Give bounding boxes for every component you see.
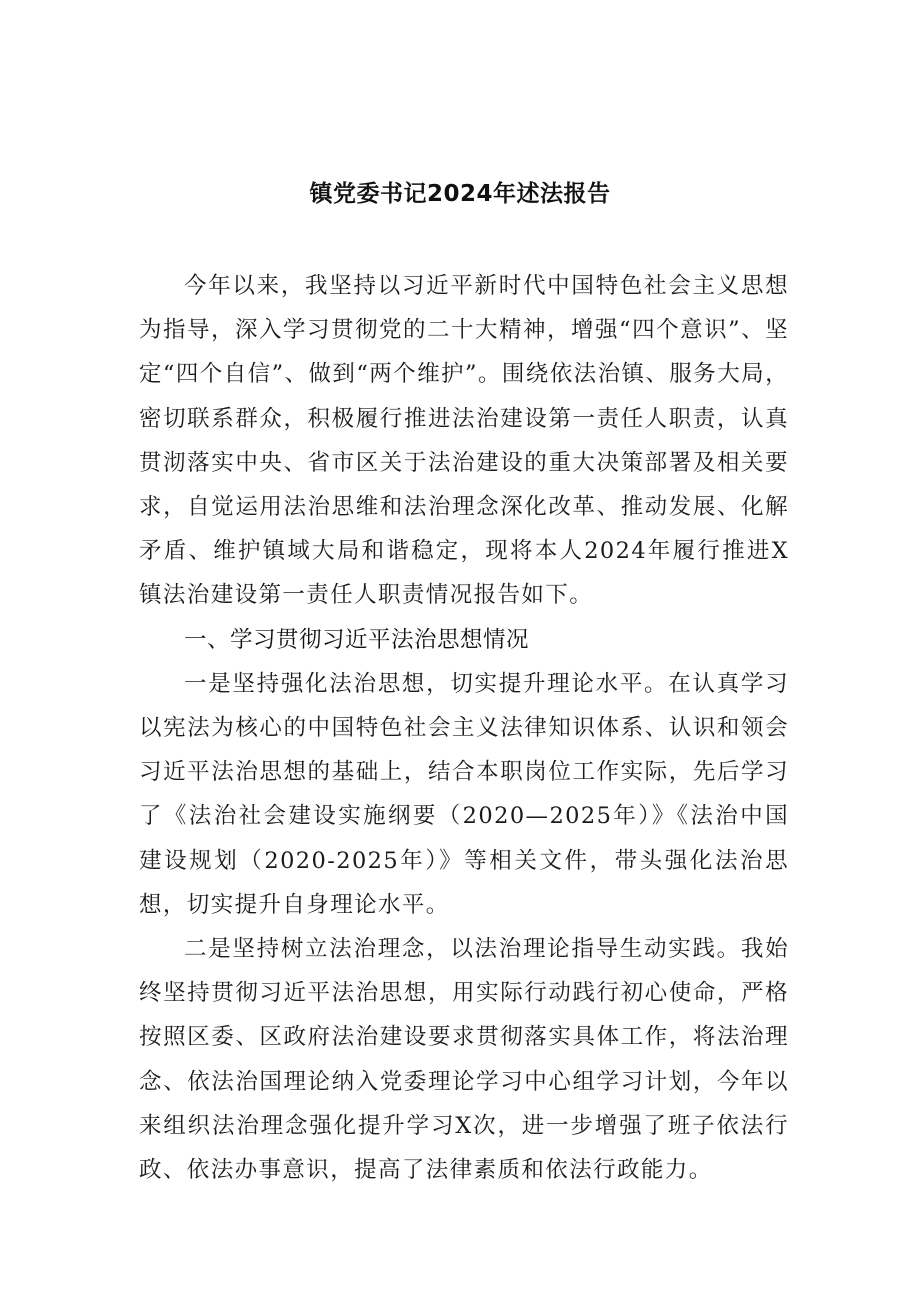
section-heading: 一、学习贯彻习近平法治思想情况 [184, 626, 530, 653]
section-paragraph-2: 二是坚持树立法治理念，以法治理论指导生动实践。我始终坚持贯彻习近平法治思想，用实际行动践行初心使命，严格按照区委、区政府法治建设要求贯彻落实具体工作，将法治理念、依法治国理论纳入党委理论学习中心组学习计划，今年以来组织法治理念强化提升学习X次，进一步增强了班子依法行政、依法办事意识，提高了法律素质和依法行政能力。 [139, 936, 789, 1184]
section-paragraph-1: 一是坚持强化法治思想，切实提升理论水平。在认真学习以宪法为核心的中国特色社会主义法律知识体系、认识和领会习近平法治思想的基础上，结合本职岗位工作实际，先后学习了《法治社会建设实施纲要（2020—2025年）》《法治中国建设规划（2020-2025年）》等相关文件，带头强化法治思想，切实提升自身理论水平。 [139, 670, 789, 918]
document-title: 镇党委书记2024年述法报告 [309, 181, 611, 207]
intro-paragraph: 今年以来，我坚持以习近平新时代中国特色社会主义思想为指导，深入学习贯彻党的二十大精神，增强“四个意识”、坚定“四个自信”、做到“两个维护”。围绕依法治镇、服务大局，密切联系群众，积极履行推进法治建设第一责任人职责，认真贯沏落实中央、省市区关于法治建设的重大决策部署及相关要求，自觉运用法治思维和法治理念深化改革、推动发展、化解矛盾、维护镇域大局和谐稳定，现将本人2024年履行推进X镇法治建设第一责任人职责情况报告如下。 [139, 273, 789, 609]
document-body [139, 264, 789, 1192]
